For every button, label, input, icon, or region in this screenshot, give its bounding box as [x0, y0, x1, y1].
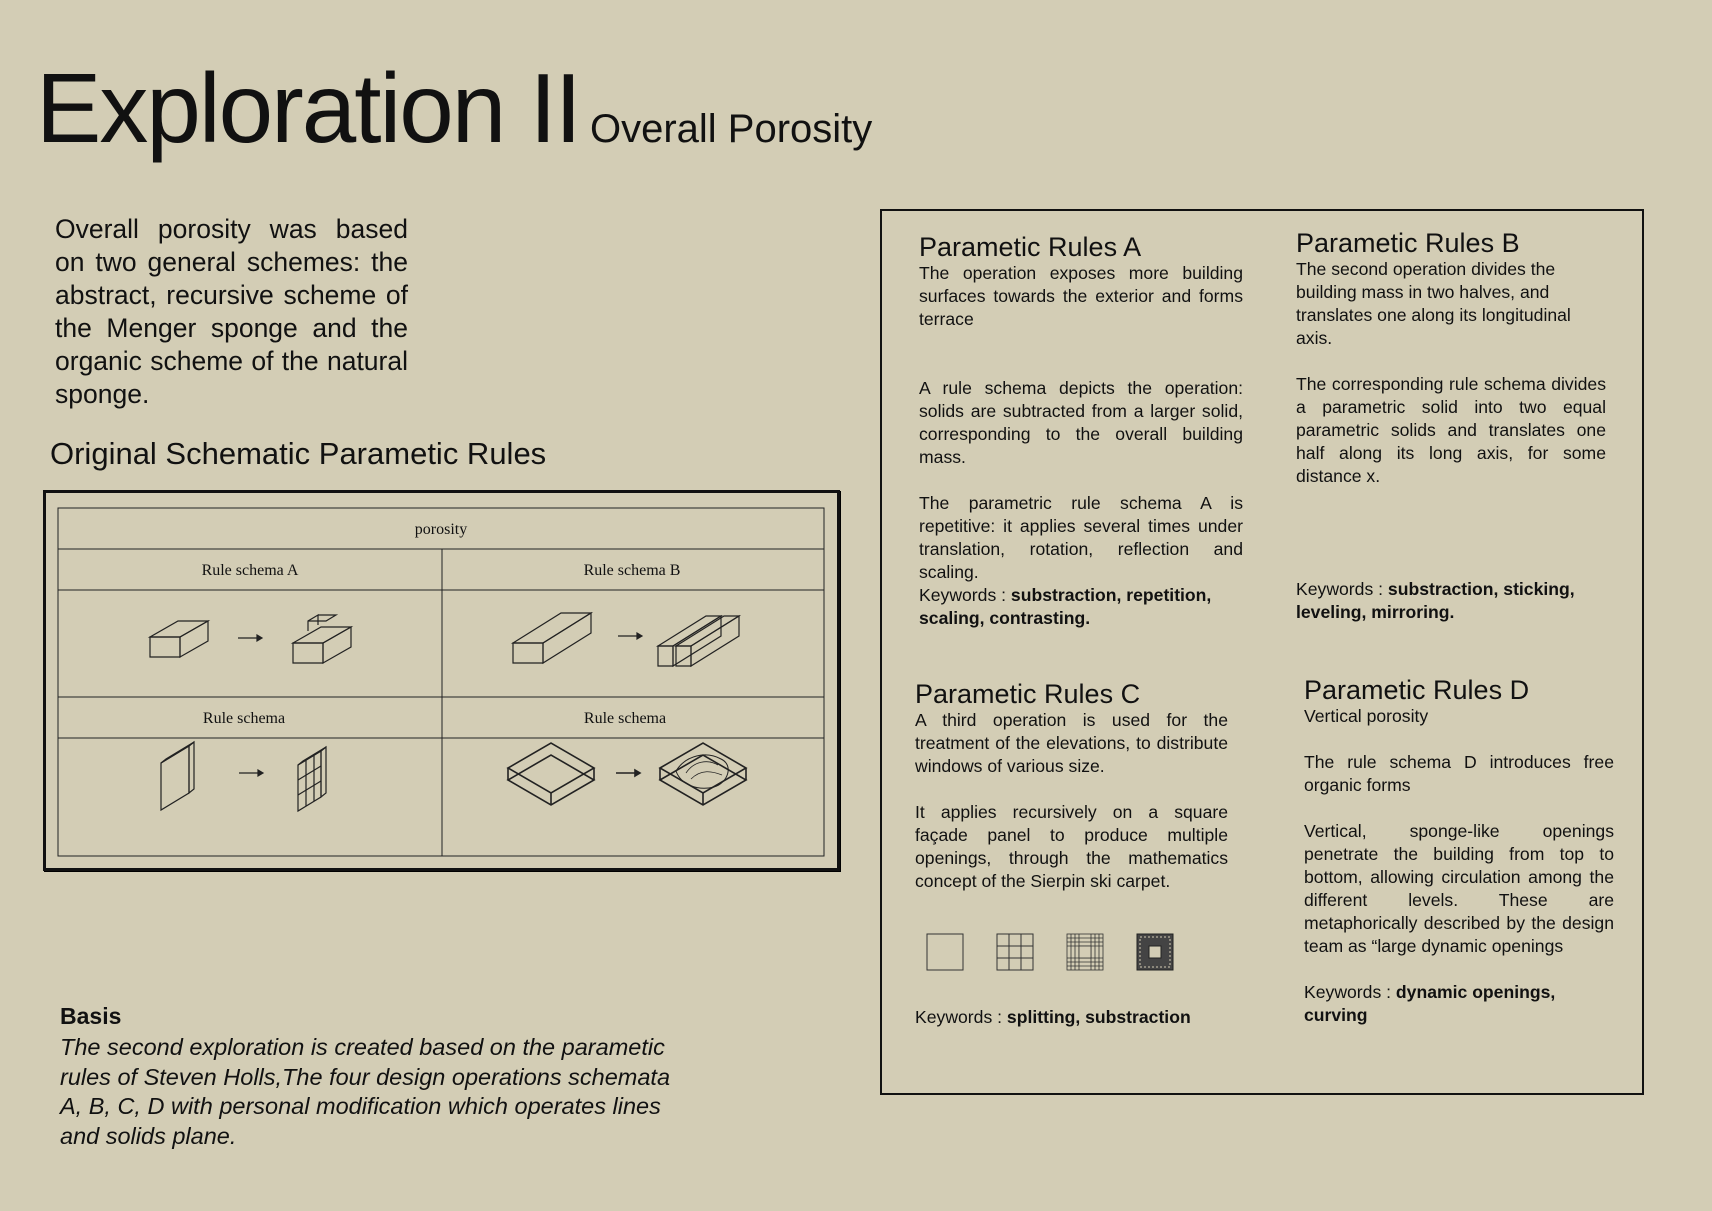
rule-c-keywords-label: Keywords :	[915, 1007, 1007, 1027]
rule-b	[1296, 228, 1606, 488]
rule-d-keywords-label: Keywords :	[1304, 982, 1396, 1002]
sierpinski-stage-0	[927, 934, 963, 970]
rule-d-p2: Vertical, sponge-like openings penetrate the building from top to bottom, allowing circulation among the different levels. These are metaphorically described by the design team as “large dynamic openings	[1304, 821, 1614, 956]
sierpinski-stage-2	[1067, 934, 1103, 970]
rule-a-p3: The parametric rule schema A is repetitive: it applies several times under translation, rotation, reflection and scaling.	[919, 493, 1243, 582]
basis-text: The second exploration is created based on the parametic rules of Steven Holls,The four design operations schemata A, B, C, D with personal modification which operates lines and solids plane.	[60, 1034, 671, 1149]
rule-a-title: Parametic Rules A	[919, 232, 1142, 262]
rule-a	[919, 232, 1243, 630]
schema-c-drawing	[161, 742, 326, 811]
rule-a-keywords-value: substraction, repetition, scaling, contrasting.	[919, 585, 1212, 628]
parametric-rules-panel	[880, 209, 1644, 1095]
rule-b-keywords-value: substraction, sticking, leveling, mirroring.	[1296, 579, 1575, 622]
rule-b-p2: The corresponding rule schema divides a parametric solid into two equal parametric solids and translates one half along its long axis, for some distance x.	[1296, 374, 1606, 486]
basis-heading: Basis	[60, 1003, 122, 1029]
section-title: Original Schematic Parametic Rules	[50, 436, 547, 471]
rule-d-keywords-value: dynamic openings, curving	[1304, 982, 1556, 1025]
schema-label-a: Rule schema A	[201, 562, 299, 579]
rule-b-title: Parametic Rules B	[1296, 228, 1520, 258]
sierpinski-carpet-sequence	[926, 923, 1186, 973]
rule-c-p1: A third operation is used for the treatment of the elevations, to distribute windows of various size.	[915, 710, 1228, 776]
rule-c-keywords-value: splitting, substraction	[1006, 1007, 1191, 1027]
rule-d-p1: The rule schema D introduces free organic forms	[1304, 752, 1614, 795]
rule-c	[915, 679, 1228, 893]
rule-a-keywords-label: Keywords :	[919, 585, 1011, 605]
schema-label-d: Rule schema	[583, 710, 667, 727]
schema-table	[46, 493, 837, 868]
basis-section	[60, 1003, 680, 1151]
rule-c-title: Parametic Rules C	[915, 679, 1141, 709]
title-main: Exploration II	[36, 53, 580, 163]
rule-b-keywords-label: Keywords :	[1296, 579, 1388, 599]
schema-table-frame	[43, 490, 840, 871]
schema-label-b: Rule schema B	[583, 562, 681, 579]
schema-d-drawing	[508, 743, 746, 805]
rule-c-p2: It applies recursively on a square façade panel to produce multiple openings, through the mathematics concept of the Sierpin ski carpet.	[915, 802, 1228, 891]
page-title	[36, 52, 872, 165]
rule-a-keywords	[919, 584, 1243, 630]
sierpinski-stage-1	[997, 934, 1033, 970]
rule-d-title: Parametic Rules D	[1304, 675, 1530, 705]
schema-label-c: Rule schema	[202, 710, 286, 727]
schema-b-drawing	[513, 613, 739, 666]
rule-a-p2: A rule schema depicts the operation: solids are subtracted from a larger solid, corresponding to the overall building mass.	[919, 378, 1243, 467]
rule-b-p1: The second operation divides the building mass in two halves, and translates one along its longitudinal axis.	[1296, 259, 1571, 348]
intro-paragraph: Overall porosity was based on two general schemes: the abstract, recursive scheme of the Menger sponge and the organic scheme of the natural sponge.	[55, 214, 408, 409]
sierpinski-stage-3	[1137, 934, 1173, 970]
rule-b-keywords	[1296, 578, 1606, 624]
rule-c-keywords	[915, 1006, 1228, 1029]
rule-d-subtitle: Vertical porosity	[1304, 706, 1429, 726]
rule-d-keywords	[1304, 981, 1614, 1027]
schema-header-porosity: porosity	[414, 521, 468, 538]
title-subtitle: Overall Porosity	[589, 107, 873, 151]
rule-d	[1304, 675, 1614, 1027]
rule-a-p1: The operation exposes more building surfaces towards the exterior and forms terrace	[919, 263, 1243, 329]
schema-a-drawing	[150, 615, 351, 663]
